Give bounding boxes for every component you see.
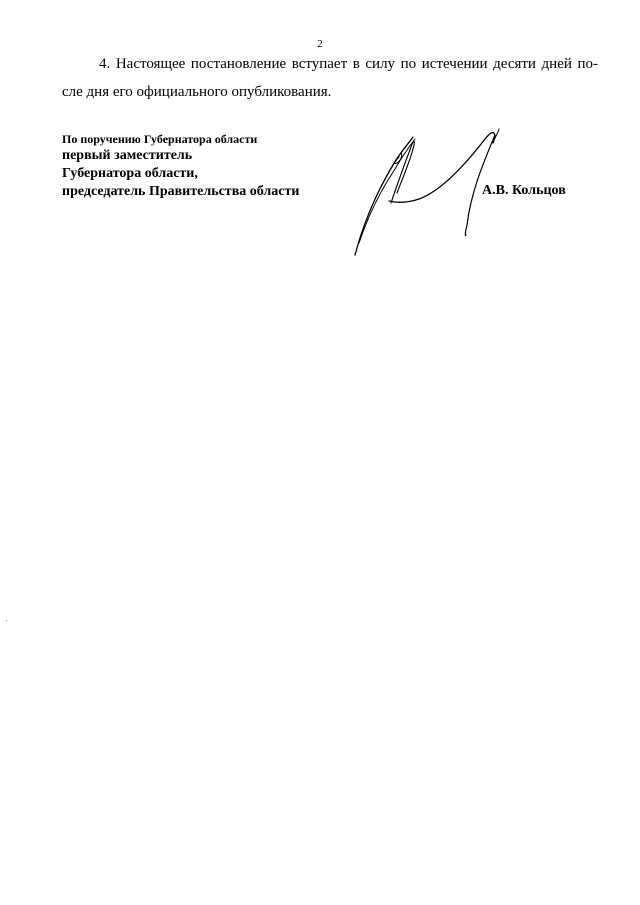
scan-speck <box>6 620 7 621</box>
position-line-2: Губернатора области, <box>62 166 198 181</box>
signer-name: А.В. Кольцов <box>482 183 566 198</box>
position-line-1: первый заместитель <box>62 148 193 163</box>
position-line-3: председатель Правительства области <box>62 184 300 199</box>
page-number: 2 <box>317 38 323 50</box>
clause-4-line-2: сле дня его официального опубликования. <box>62 84 332 100</box>
handwritten-signature <box>345 125 505 265</box>
clause-4-line-1: 4. Настоящее постановление вступает в силу по истечении десяти дней по- <box>99 56 598 72</box>
clause-4-paragraph <box>62 50 598 106</box>
signature-block <box>62 131 299 201</box>
on-behalf-line: По поручению Губернатора области <box>62 132 258 146</box>
